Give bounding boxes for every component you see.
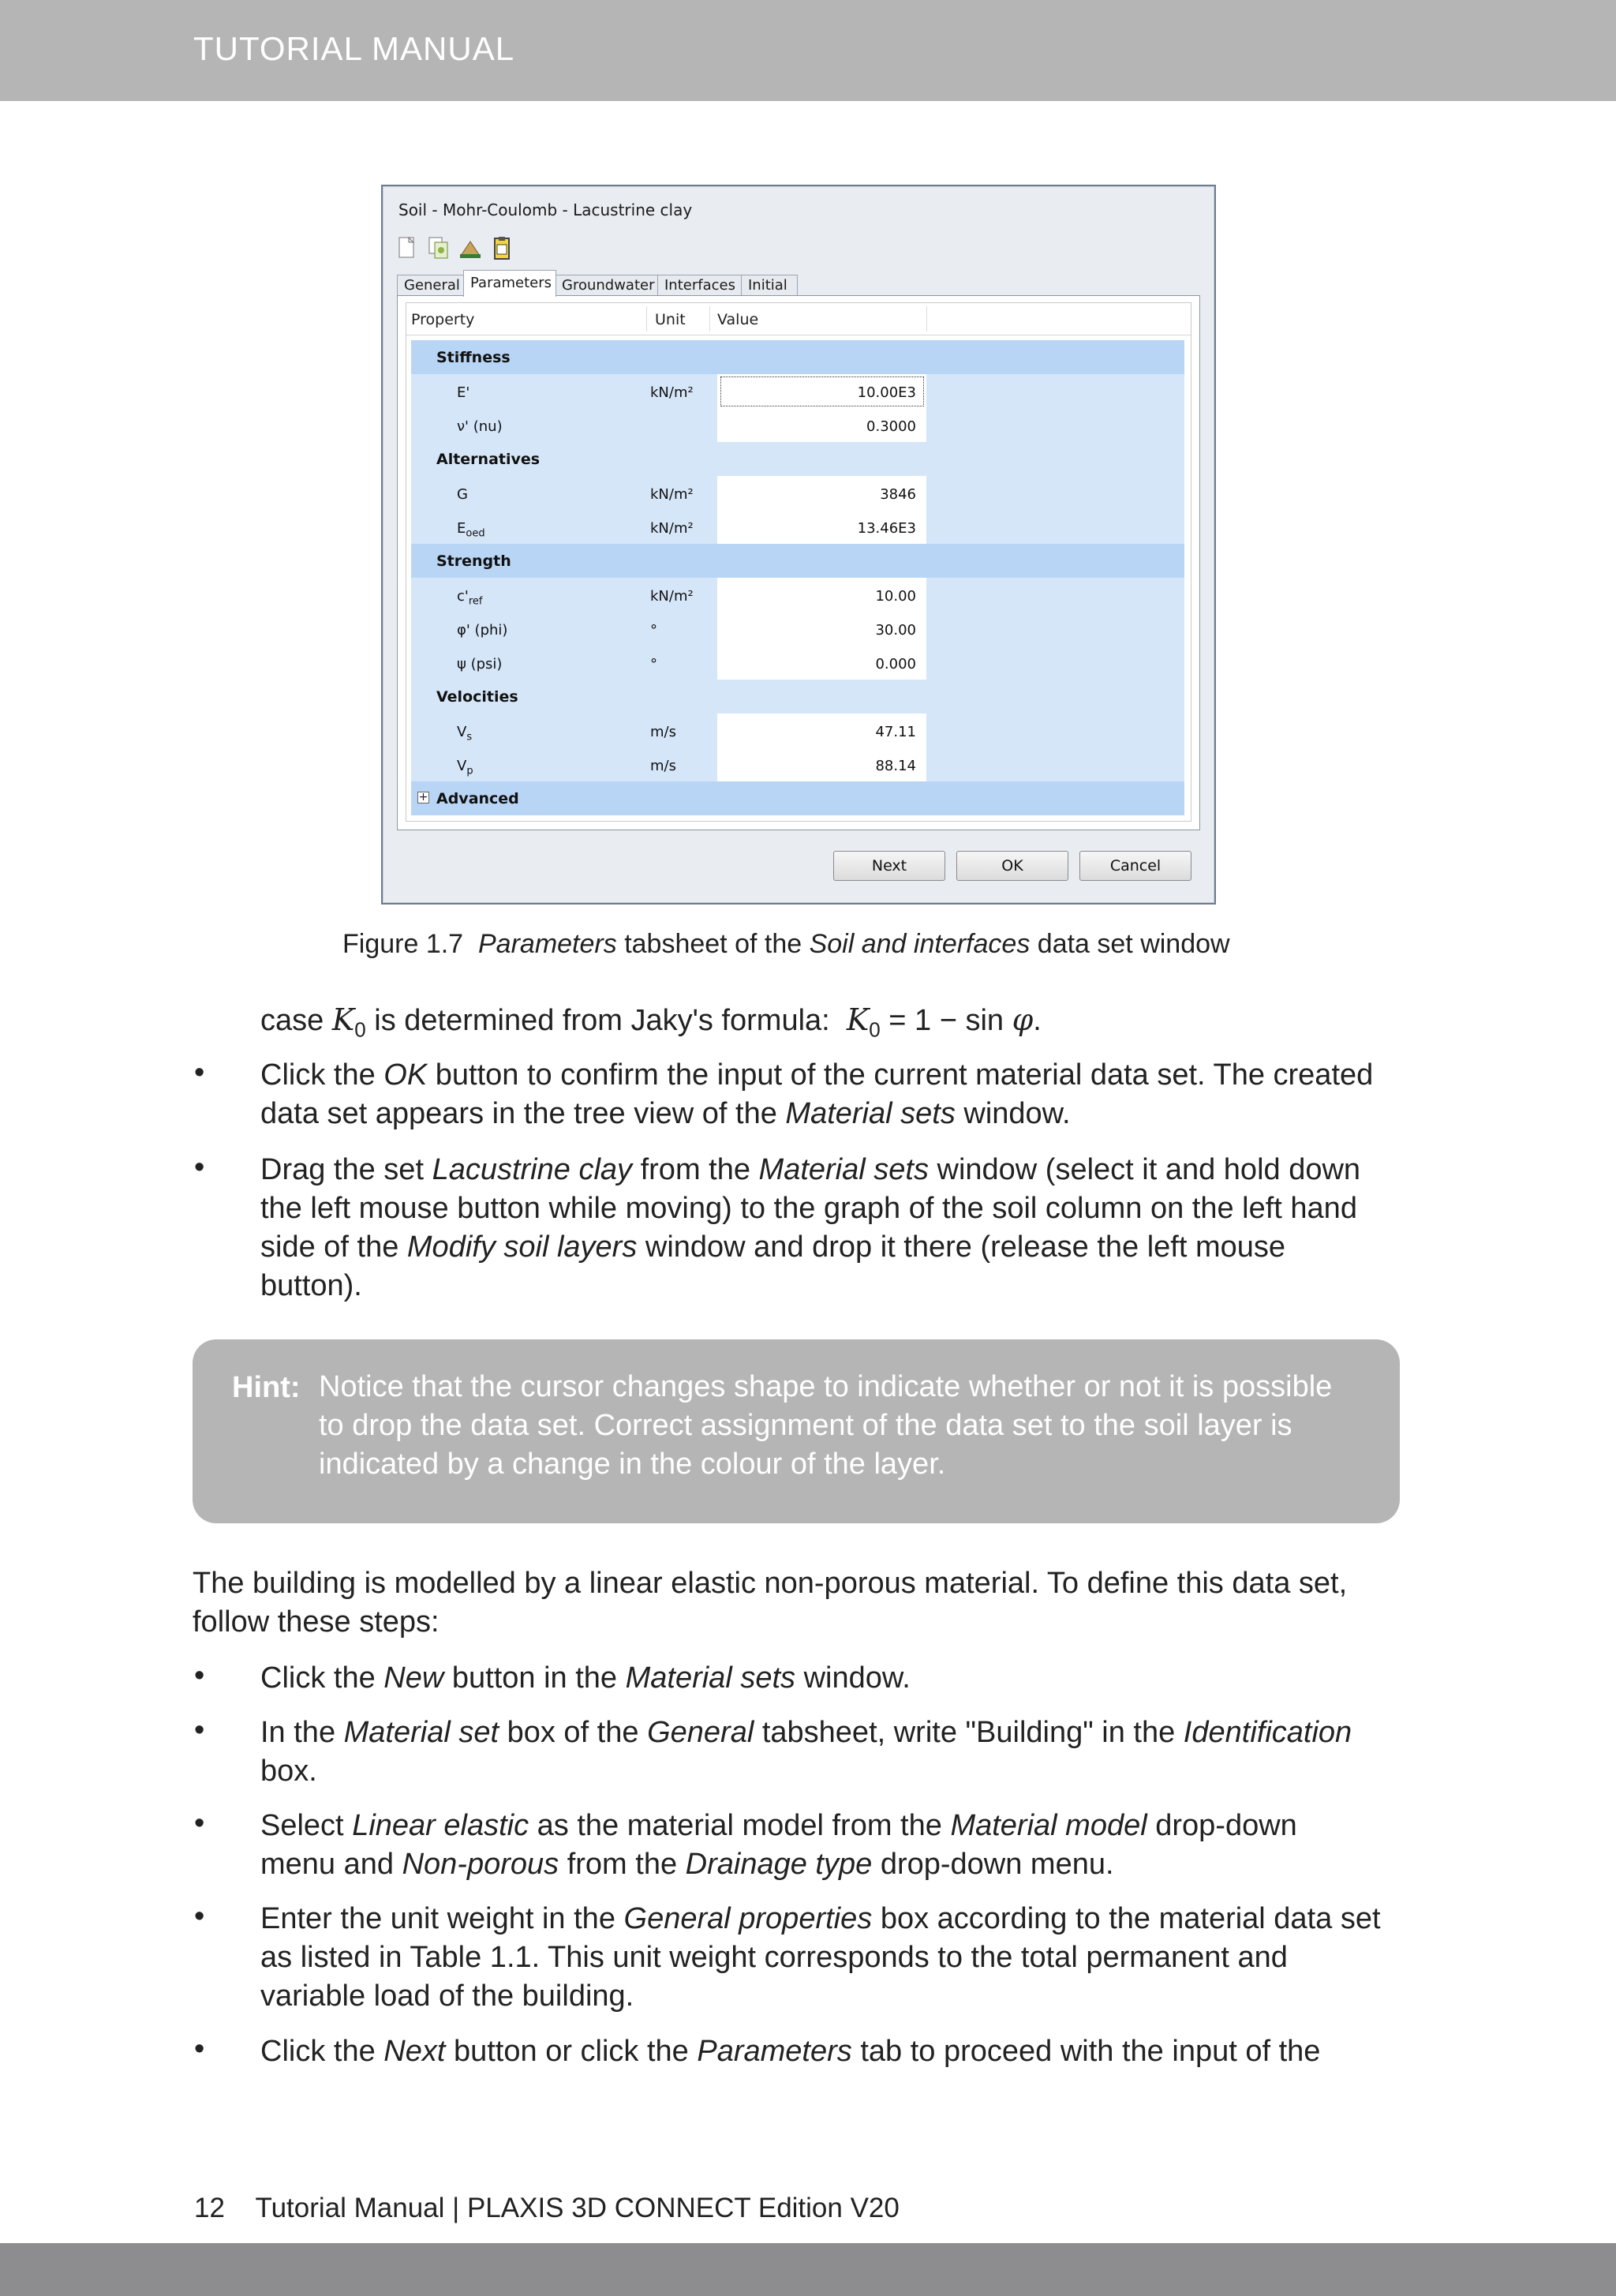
tab-general[interactable]: General bbox=[397, 275, 465, 296]
material-dialog bbox=[381, 185, 1216, 905]
param-unit: ° bbox=[650, 656, 657, 672]
category-stiffness[interactable] bbox=[411, 340, 1184, 374]
param-unit: kN/m² bbox=[650, 520, 694, 537]
category-label: Velocities bbox=[436, 688, 518, 706]
bullet: • bbox=[194, 1807, 205, 1840]
category-label: Advanced bbox=[436, 790, 519, 807]
param-value-input[interactable]: 3846 bbox=[880, 486, 916, 503]
header-bar bbox=[0, 0, 1616, 101]
param-name: $V_p$ bbox=[457, 758, 473, 777]
bullet-identification: In the Material set box of the General tabsheet, write "Building" in the Identification box. bbox=[260, 1716, 1352, 1788]
property-grid bbox=[406, 302, 1191, 822]
tab-initial[interactable]: Initial bbox=[741, 275, 798, 296]
param-value-input[interactable]: 10.00 bbox=[875, 588, 916, 605]
expand-icon[interactable]: + bbox=[418, 791, 428, 803]
param-value-input[interactable]: 10.00E3 bbox=[857, 384, 916, 401]
tab-groundwater[interactable]: Groundwater bbox=[555, 275, 659, 296]
param-name: $V_s$ bbox=[457, 724, 473, 743]
param-unit: ° bbox=[650, 622, 657, 639]
param-unit: m/s bbox=[650, 758, 676, 774]
param-unit: kN/m² bbox=[650, 486, 694, 503]
footer-text: Tutorial Manual | PLAXIS 3D CONNECT Edition V20 bbox=[255, 2193, 900, 2223]
param-value-input[interactable]: 30.00 bbox=[875, 622, 916, 639]
figure-caption: Figure 1.7 Parameters tabsheet of the Soil and interfaces data set window bbox=[342, 929, 1230, 959]
bullet-linear-elastic: Select Linear elastic as the material model from the Material model drop-down menu and Non-porous from the Drainage type drop-down menu. bbox=[260, 1809, 1297, 1881]
category-strength[interactable] bbox=[411, 544, 1184, 578]
bullet: • bbox=[194, 1056, 205, 1089]
column-value: Value bbox=[717, 311, 759, 328]
param-name: φ' (phi) bbox=[457, 622, 508, 639]
footer-bar bbox=[0, 2243, 1616, 2296]
soil-icon[interactable] bbox=[458, 235, 482, 260]
bullet: • bbox=[194, 1714, 205, 1747]
param-row-eoed[interactable] bbox=[411, 510, 1184, 544]
param-row-g[interactable] bbox=[411, 476, 1184, 510]
param-value-input[interactable]: 0.000 bbox=[875, 656, 916, 672]
param-unit: kN/m² bbox=[650, 588, 694, 605]
dialog-title: Soil - Mohr-Coulomb - Lacustrine clay bbox=[398, 200, 693, 219]
param-row-cref[interactable] bbox=[411, 578, 1184, 612]
hint-label: Hint: bbox=[232, 1371, 301, 1404]
copy-icon[interactable] bbox=[427, 235, 451, 260]
param-value-input[interactable]: 47.11 bbox=[875, 724, 916, 740]
param-value-input[interactable]: 88.14 bbox=[875, 758, 916, 774]
column-property: Property bbox=[411, 311, 475, 328]
page-number: 12 bbox=[194, 2193, 225, 2223]
param-row-nu[interactable] bbox=[411, 408, 1184, 442]
param-name: E' bbox=[457, 384, 470, 401]
param-row-phi[interactable] bbox=[411, 612, 1184, 646]
bullet: • bbox=[194, 2032, 205, 2066]
bullet-new-button: Click the New button in the Material sets window. bbox=[260, 1661, 911, 1695]
category-label: Alternatives bbox=[436, 451, 541, 468]
bullet-unit-weight: Enter the unit weight in the General properties box according to the material data set as listed in Table 1.1. This unit weight corresponds to the total permanent and variable load of the building. bbox=[260, 1902, 1381, 2013]
jaky-formula-line: case $K_0$ is determined from Jaky's formula: $K_0 = 1 - \sin \varphi$. bbox=[260, 1002, 1042, 1042]
param-name: ψ (psi) bbox=[457, 656, 503, 672]
bullet: • bbox=[194, 1659, 205, 1692]
param-unit: m/s bbox=[650, 724, 676, 740]
clipboard-icon[interactable] bbox=[490, 235, 514, 260]
bullet-next-button: Click the Next button or click the Parameters tab to proceed with the input of the bbox=[260, 2035, 1321, 2068]
param-row-vp[interactable] bbox=[411, 747, 1184, 781]
header-title: TUTORIAL MANUAL bbox=[193, 30, 515, 67]
hint-text: Notice that the cursor changes shape to indicate whether or not it is possible to drop the data set. Correct assignment of the data set to the soil layer is indicated by a change in the colour of the layer. bbox=[319, 1370, 1333, 1481]
param-name: $E_{oed}$ bbox=[457, 520, 485, 540]
building-paragraph: The building is modelled by a linear elastic non-porous material. To define this data set, follow these steps: bbox=[193, 1567, 1348, 1639]
category-label: Strength bbox=[436, 552, 511, 570]
param-unit: kN/m² bbox=[650, 384, 694, 401]
param-name: $c'_{ref}$ bbox=[457, 588, 483, 608]
category-label: Stiffness bbox=[436, 349, 511, 366]
bullet: • bbox=[194, 1151, 205, 1184]
param-name: ν' (nu) bbox=[457, 418, 503, 435]
page-footer bbox=[194, 2193, 907, 2224]
bullet-drag-instruction: Drag the set Lacustrine clay from the Material sets window (select it and hold down the left mouse button while moving) to the graph of the soil column on the left hand side of the Modify soil layers window and drop it there (release the left mouse button). bbox=[260, 1153, 1361, 1302]
category-velocities[interactable] bbox=[411, 680, 1184, 714]
param-row-e[interactable] bbox=[411, 374, 1184, 408]
category-alternatives[interactable] bbox=[411, 442, 1184, 476]
param-name: G bbox=[457, 486, 468, 503]
grid-header bbox=[406, 303, 1191, 335]
tab-parameters[interactable]: Parameters bbox=[463, 270, 556, 297]
category-advanced[interactable] bbox=[411, 781, 1184, 815]
parameters-panel bbox=[397, 295, 1200, 830]
param-row-psi[interactable] bbox=[411, 646, 1184, 680]
next-button[interactable]: Next bbox=[833, 851, 945, 881]
bullet: • bbox=[194, 1900, 205, 1933]
tab-interfaces[interactable]: Interfaces bbox=[657, 275, 743, 296]
param-value-input[interactable]: 13.46E3 bbox=[857, 520, 916, 537]
ok-button[interactable]: OK bbox=[956, 851, 1068, 881]
new-icon[interactable] bbox=[395, 235, 419, 260]
hint-box bbox=[193, 1339, 1400, 1523]
param-value-input[interactable]: 0.3000 bbox=[866, 418, 916, 435]
cancel-button[interactable]: Cancel bbox=[1079, 851, 1191, 881]
bullet-ok-instruction: Click the OK button to confirm the input of the current material data set. The created data set appears in the tree view of the Material sets window. bbox=[260, 1058, 1374, 1130]
param-row-vs[interactable] bbox=[411, 714, 1184, 747]
column-unit: Unit bbox=[655, 311, 686, 328]
